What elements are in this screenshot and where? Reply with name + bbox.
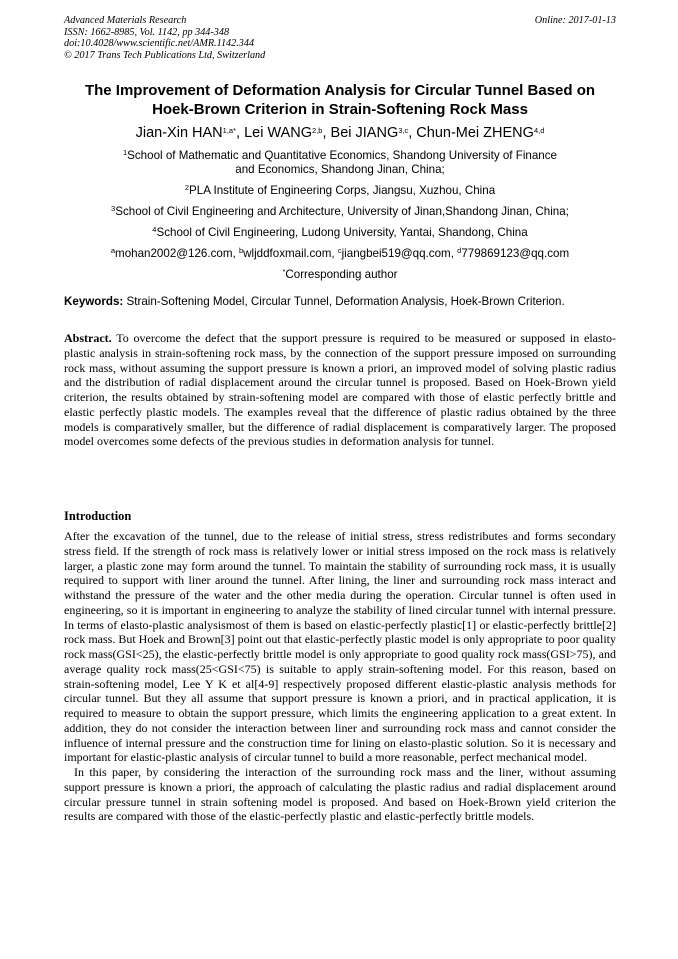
keywords-label: Keywords: <box>64 295 124 308</box>
issn-volume: ISSN: 1662-8985, Vol. 1142, pp 344-348 <box>64 26 230 38</box>
introduction-body <box>64 529 616 824</box>
affiliation-1-cont: and Economics, Shandong Jinan, China; <box>235 163 445 176</box>
corresponding-author-note: *Corresponding author <box>282 267 398 281</box>
affiliation-3: $^3$School of Civil Engineering and Architecture, University of Jinan,Shandong Jinan, China; <box>111 204 569 218</box>
affiliation-1: $^1$School of Mathematic and Quantitative Economics, Shandong University of Finance <box>122 148 557 162</box>
paragraph: In this paper, by considering the interaction of the surrounding rock mass and the liner, without assuming support pressure is known a priori, the approach of calculating the plastic radius and radial displacement around circular pressure tunnel in strain softening model is proposed. And based on Hoek-Brown yield criterion the results are compared with those of the elastic-perfectly plastic and elastic-perfectly brittle models. <box>64 765 616 824</box>
author-list <box>64 124 616 142</box>
abstract-text: To overcome the defect that the support pressure is required to be measured or supposed in elasto-plastic analysis in strain-softening rock mass, by the connection of the support pressure imposed on surrounding rock mass, without assuming the support pressure is known a priori, an improved model of solving plastic radius and the distribution of radial displacement around the circular tunnel is proposed. Based on Hoek-Brown yield criterion, the results obtained by strain-softening model are compared with those of elastic perfectly brittle and elastic perfectly plastic models. The examples reveal that the difference of plastic radius obtained by the three models is comparatively smaller, but the difference of radial displacement is comparatively larger. The proposed model overcomes some defects of the previous studies in deformation analysis for tunnel. <box>64 331 616 449</box>
affiliation-4: $^4$School of Civil Engineering, Ludong University, Yantai, Shandong, China <box>152 225 528 239</box>
keywords <box>64 295 616 309</box>
section-heading-introduction: Introduction <box>64 509 132 523</box>
publication-header <box>64 15 616 61</box>
online-date: Online: 2017-01-13 <box>534 15 616 26</box>
keywords-text: Strain-Softening Model, Circular Tunnel, Deformation Analysis, Hoek-Brown Criterion. <box>123 295 565 308</box>
doi: doi:10.4028/www.scientific.net/AMR.1142.344 <box>64 38 255 50</box>
paragraph: After the excavation of the tunnel, due to the release of initial stress, stress redistributes and forms secondary stress field. If the strength of rock mass is relatively lower or initial stress imposed on the rock mass is relatively larger, a plastic zone may form around the tunnel. To maintain the stability of surrounding rock mass, it is usually required to support with liner around the tunnel. After lining, the liner and surrounding rock mass interact and withstand the pressure of the water and the other media during the operation. Circular tunnel is often used in engineering, so it is important in engineering to analyze the stability of lined circular tunnel with internal pressure. In terms of elasto-plastic analysismost of them is based on elastic-perfectly plastic[1] or elastic-perfectly brittle[2] rock mass. But Hoek and Brown[3] point out that elastic-perfectly plastic model is only appropriate to poor quality rock mass(GSI<25), the elastic-perfectly brittle model is only appropriate to good quality rock mass(GSI>75), and average quality rock mass(25<GSI<75) is suitable to apply strain-softening model. For this reason, based on strain-softening model, Lee Y K et al[4-9] respectively proposed different elastic-plastic analysis methods for circular tunnel. But they all assume that support pressure is known a priori, and in practical application, it is required to measure to obtain the support pressure, which limits the engineering application to a great extent. In addition, they do not consider the interaction between liner and surrounding rock mass and cannot consider the influence of internal pressure and the construction time for lining on elasto-plastic solution. So it is necessary and important for elastic-plastic analysis of circular tunnel to build a more reasonable, perfect mechanical model. <box>64 529 616 765</box>
author: Lei WANG$^{2,b}$, <box>244 125 331 141</box>
copyright: © 2017 Trans Tech Publications Ltd, Switzerland <box>64 49 266 61</box>
author-emails: $^a$mohan2002@126.com, $^b$wljddfoxmail.com, $^c$jiangbei519@qq.com, $^d$779869123@qq.com <box>110 246 570 260</box>
author: Bei JIANG$^{3,c}$, <box>330 125 417 141</box>
author: Chun-Mei ZHENG$^{4,d}$ <box>416 125 545 141</box>
journal-name: Advanced Materials Research <box>64 15 187 26</box>
abstract-label: Abstract. <box>64 331 112 345</box>
affiliation-2: $^2$PLA Institute of Engineering Corps, Jiangsu, Xuzhou, China <box>184 183 496 197</box>
abstract <box>64 331 616 449</box>
author: Jian-Xin $HAN^{1,a*}$, <box>135 125 245 141</box>
affiliations <box>64 149 616 282</box>
paper-title: The Improvement of Deformation Analysis for Circular Tunnel Based on Hoek-Brown Criterion in Strain-Softening Rock Mass <box>84 82 596 118</box>
